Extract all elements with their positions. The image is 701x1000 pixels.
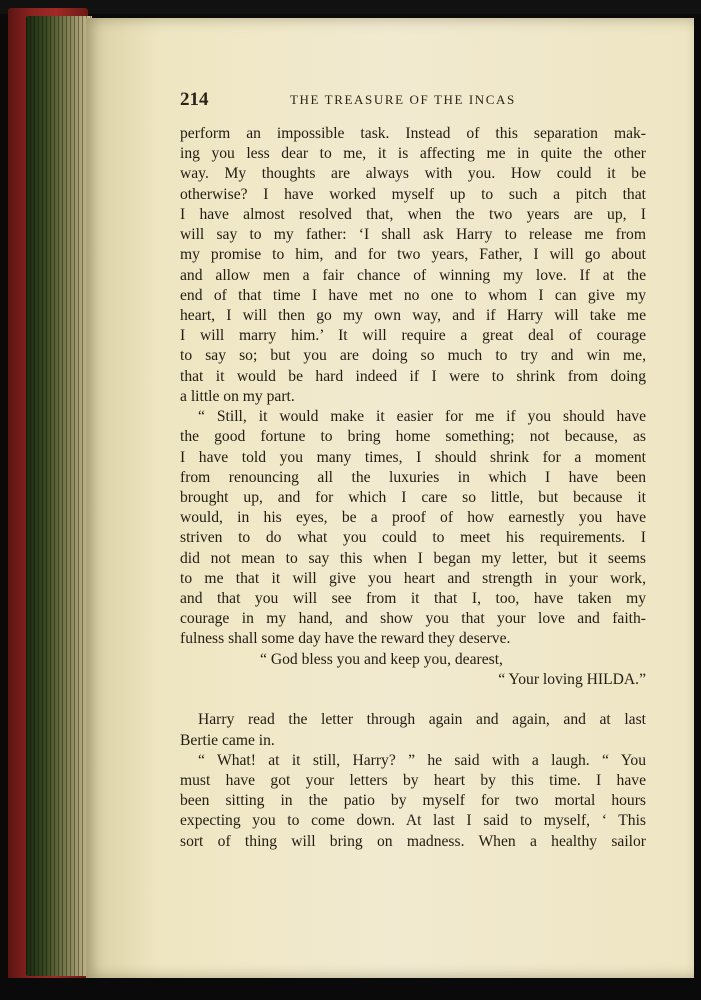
text-line: will say to my father: ‘I shall ask Harry to release me from	[180, 226, 646, 244]
text-line: otherwise? I have worked myself up to such a pitch that	[180, 185, 646, 203]
text-line: expecting you to come down. At last I said to myself, ‘ This	[180, 812, 646, 830]
text-line: sort of thing will bring on madness. When a healthy sailor	[180, 832, 646, 850]
text-line: the good fortune to bring home something; not because, as	[180, 428, 646, 446]
letter-closing: “ God bless you and keep you, dearest,	[260, 650, 503, 668]
scan-border-bottom	[0, 978, 701, 1000]
text-line: Harry read the letter through again and again, and at last	[198, 711, 646, 729]
page-header	[180, 89, 646, 113]
page-edges	[26, 16, 92, 976]
text-line: ing you less dear to me, it is affecting me in quite the other	[180, 145, 646, 163]
text-line: end of that time I have met no one to whom I can give my	[180, 286, 646, 304]
text-line: way. My thoughts are always with you. How could it be	[180, 165, 646, 183]
text-line: that it would be hard indeed if I were to shrink from doing	[180, 367, 646, 385]
text-line: my promise to him, and for two years, Father, I will go about	[180, 246, 646, 264]
running-head: THE TREASURE OF THE INCAS	[290, 92, 516, 107]
text-line: fulness shall some day have the reward they deserve.	[180, 630, 511, 648]
text-line: been sitting in the patio by myself for two mortal hours	[180, 792, 646, 810]
text-line: and that you will see from it that I, too, have taken my	[180, 590, 646, 608]
text-line: I have told you many times, I should shrink for a moment	[180, 448, 646, 466]
text-line: from renouncing all the luxuries in which I have been	[180, 468, 646, 486]
text-line: a little on my part.	[180, 387, 295, 405]
text-line: Bertie came in.	[180, 731, 275, 749]
text-line: to say so; but you are doing so much to try and win me,	[180, 347, 646, 365]
text-line: to me that it will give you heart and strength in your work,	[180, 569, 646, 587]
text-line: brought up, and for which I care so little, but because it	[180, 488, 646, 506]
text-line: “ What! at it still, Harry? ” he said with a laugh. “ You	[198, 751, 646, 769]
text-line: I will marry him.’ It will require a great deal of courage	[180, 327, 646, 345]
text-line: I have almost resolved that, when the two years are up, I	[180, 205, 646, 223]
letter-signature: “ Your loving HILDA.”	[498, 670, 646, 688]
text-line: courage in my hand, and show you that your love and faith-	[180, 610, 646, 628]
text-line: did not mean to say this when I began my letter, but it seems	[180, 549, 646, 567]
paragraph-spacer	[180, 690, 646, 710]
body-text	[180, 124, 646, 852]
page-number: 214	[180, 89, 209, 110]
text-line: “ Still, it would make it easier for me if you should have	[198, 408, 646, 426]
text-line: would, in his eyes, be a proof of how earnestly you have	[180, 509, 646, 527]
scan-border-top	[0, 0, 701, 14]
text-line: heart, I will then go my own way, and if Harry will take me	[180, 306, 646, 324]
text-line: striven to do what you could to meet his requirements. I	[180, 529, 646, 547]
text-line: must have got your letters by heart by this time. I have	[180, 772, 646, 789]
text-line: and allow men a fair chance of winning my love. If at the	[180, 266, 646, 284]
text-line: perform an impossible task. Instead of this separation mak-	[180, 125, 646, 142]
